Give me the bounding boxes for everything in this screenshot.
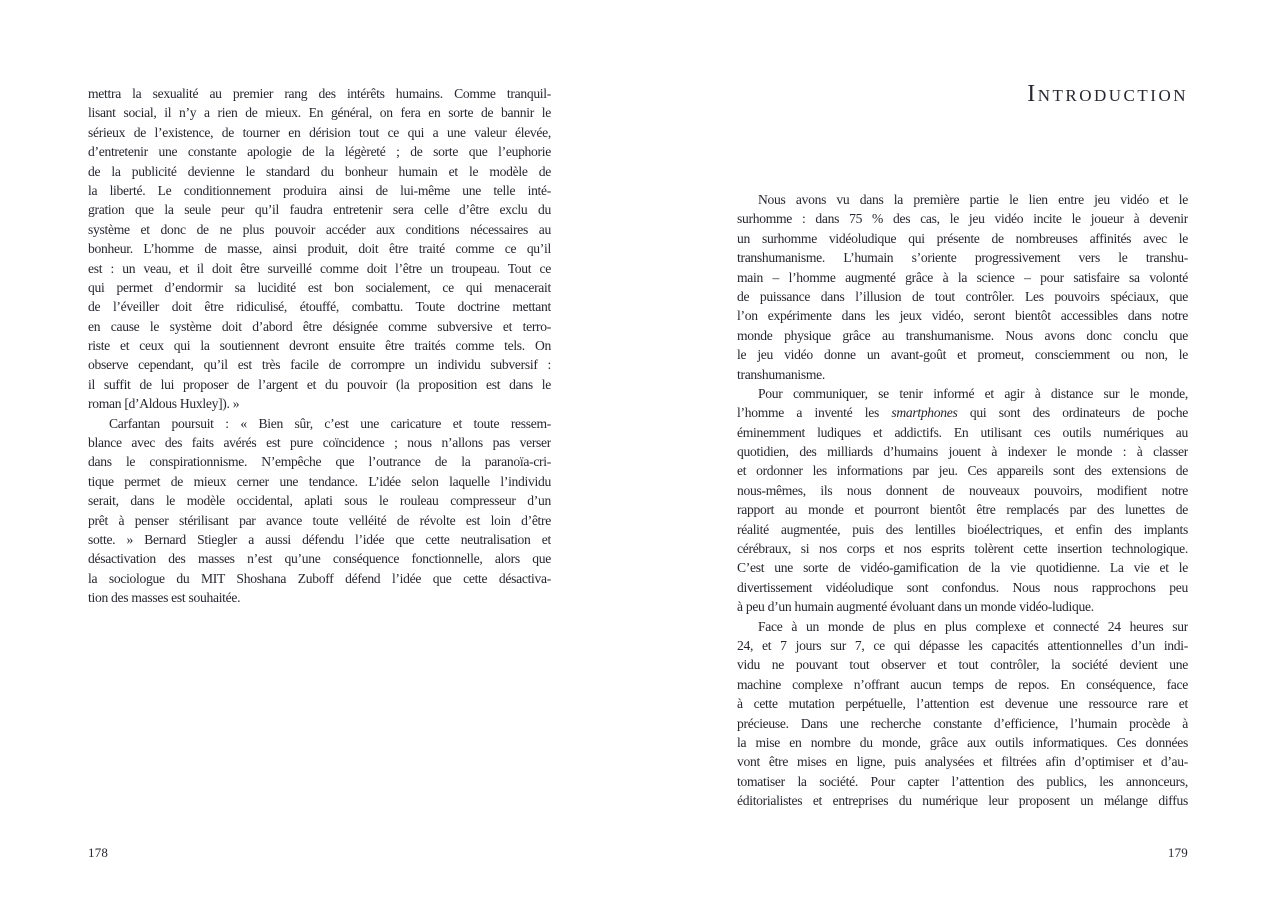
chapter-title: Introduction — [1027, 81, 1188, 107]
text-line: éditorialistes et entreprises du numérique leur proposent un mélange diffus — [737, 793, 1188, 809]
text-line: d’entretenir une constante apologie de la légèreté ; de sorte que l’euphorie — [88, 144, 551, 160]
text-line: mettra la sexualité au premier rang des intérêts humains. Comme tranquil- — [88, 86, 551, 101]
text-line: est : un veau, et il doit être surveillé comme doit l’être un troupeau. Tout ce — [88, 260, 551, 276]
text-line: serait, dans le modèle occidental, aplati sous le rouleau compresseur d’un — [88, 493, 551, 509]
text-line: surhomme : dans 75 % des cas, le jeu vidéo incite le joueur à devenir — [737, 211, 1188, 227]
text-line: à peu d’un humain augmenté évoluant dans un monde vidéo-ludique. — [737, 599, 1094, 615]
text-line: monde physique grâce au transhumanisme. Nous avons donc conclu que — [737, 327, 1188, 343]
text-line: la sociologue du MIT Shoshana Zuboff défend l’idée que cette désactiva- — [88, 570, 551, 586]
text-line: gration que la seule peur qu’il faudra entretenir sera celle d’être exclu du — [88, 202, 551, 218]
text-line: tique permet de mieux cerner une tendance. L’idée selon laquelle l’individu — [88, 473, 551, 489]
text-line: un surhomme vidéoludique qui présente de nombreuses affinités avec le — [737, 230, 1188, 246]
text-line: riste et ceux qui la soutiennent devront ensuite être traités comme tels. On — [88, 338, 551, 354]
text-line: système et donc de ne plus pouvoir accéder aux conditions nécessaires au — [88, 221, 551, 237]
text-line: la liberté. Le conditionnement produira ainsi de lui-même une telle inté- — [88, 182, 551, 198]
text-line: machine complexe n’offrant aucun temps de repos. En conséquence, face — [737, 676, 1188, 692]
text-line: nous-mêmes, ils nous donnent de nouveaux pouvoirs, modifient notre — [737, 482, 1188, 498]
text-line: à cette mutation perpétuelle, l’attention est devenue une ressource rare et — [737, 696, 1188, 712]
text-line: Carfantan poursuit : « Bien sûr, c’est une caricature et toute ressem- — [109, 415, 551, 431]
text-line: Pour communiquer, se tenir informé et agir à distance sur le monde, — [758, 385, 1188, 401]
text-line: qui permet d’endormir sa lucidité est bon socialement, ce qui menacerait — [88, 279, 551, 295]
text-line: Face à un monde de plus en plus complexe et connecté 24 heures sur — [758, 618, 1188, 634]
text-line: vidu ne pouvant tout observer et tout contrôler, la société devient une — [737, 657, 1188, 673]
text-line: Nous avons vu dans la première partie le lien entre jeu vidéo et le — [758, 192, 1188, 207]
left-page — [88, 0, 551, 912]
text-line: prêt à penser stérilisant par avance toute velléité de révolte est loin d’être — [88, 512, 551, 528]
text-line: main – l’homme augmenté grâce à la science – pour satisfaire sa volonté — [737, 269, 1188, 285]
text-line: et ordonner les informations par jeu. Ces appareils sont des extensions de — [737, 463, 1188, 479]
text-line: transhumanisme. L’humain s’oriente progressivement vers le transhu- — [737, 250, 1188, 266]
text-line: 24, et 7 jours sur 7, ce qui dépasse les capacités attentionnelles d’un indi- — [737, 637, 1188, 653]
text-line: de l’éveiller doit être ridiculisé, étouffé, combattu. Toute doctrine mettant — [88, 299, 551, 315]
text-line: de puissance dans l’illusion de tout contrôler. Les pouvoirs spéciaux, que — [737, 288, 1188, 304]
text-line: sérieux de l’existence, de tourner en dérision tout ce qui a une valeur élevée, — [88, 124, 551, 140]
text-line: il suffit de lui proposer de l’argent et du pouvoir (la proposition est dans le — [88, 376, 551, 392]
text-line: C’est une sorte de vidéo-gamification de la vie quotidienne. La vie et le — [737, 560, 1188, 576]
text-line: en cause le système doit d’abord être désignée comme subversive et terro- — [88, 318, 551, 334]
text-line: lisant social, il n’y a rien de mieux. En général, on fera en sorte de bannir le — [88, 105, 551, 121]
paragraph — [737, 617, 1188, 811]
text-line: rapport au monde et pourront bientôt être remplacés par des lunettes de — [737, 502, 1188, 518]
text-line: divertissement vidéoludique sont confondus. Nous nous rapprochons peu — [737, 579, 1188, 595]
text-line: le jeu vidéo donne un avant-goût et promeut, consciemment ou non, le — [737, 347, 1188, 363]
text-line: désactivation des masses n’est qu’une conséquence fonctionnelle, alors que — [88, 551, 551, 567]
text-line: observe cependant, qu’il est très facile de corrompre un individu subversif : — [88, 357, 551, 373]
text-line: vont être mises en ligne, puis analysées et filtrées afin d’optimiser et d’au- — [737, 754, 1188, 770]
text-line: l’homme a inventé les smartphones qui sont des ordinateurs de poche — [737, 405, 1188, 421]
paragraph — [88, 84, 551, 414]
page-number-left: 178 — [88, 845, 109, 860]
text-line: sotte. » Bernard Stiegler a aussi défendu l’idée que cette neutralisation et — [88, 531, 551, 547]
text-line: la mise en nombre du monde, grâce aux outils informatiques. Ces données — [737, 734, 1188, 750]
text-line: tomatiser la société. Pour capter l’attention des publics, les annonceurs, — [737, 773, 1188, 789]
text-line: cérébraux, si nos corps et nos esprits tolèrent cette insertion technologique. — [737, 541, 1188, 557]
text-line: bonheur. L’homme de masse, ainsi produit, doit être traité comme ce qu’il — [88, 241, 551, 257]
text-line: réalité augmentée, puis des lentilles bioélectriques, et enfin des implants — [737, 521, 1188, 537]
text-line: l’on expérimente dans les jeux vidéo, seront bientôt accessibles dans notre — [737, 308, 1188, 324]
text-line: transhumanisme. — [737, 366, 825, 382]
page-number-right: 179 — [1167, 845, 1188, 860]
text-line: quotidien, des milliards d’humains jouent à indexer le monde : à classer — [737, 444, 1188, 460]
text-line: de la publicité devienne le standard du bonheur humain et le modèle de — [88, 163, 551, 179]
text-line: dans le conspirationnisme. N’empêche que l’outrance de la paranoïa-cri- — [88, 454, 551, 470]
right-page — [737, 0, 1188, 912]
text-line: blance avec des faits avérés est pure coïncidence ; nous n’allons pas verser — [88, 435, 551, 451]
right-page-text — [737, 190, 1188, 811]
paragraph — [737, 384, 1188, 617]
text-line: précieuse. Dans une recherche constante d’efficience, l’humain procède à — [737, 715, 1188, 731]
text-line: roman [d’Aldous Huxley]). » — [88, 396, 240, 412]
paragraph — [88, 414, 551, 608]
text-line: éminemment ludiques et addictifs. En utilisant ces outils numériques au — [737, 424, 1188, 440]
text-line: tion des masses est souhaitée. — [88, 590, 241, 606]
left-page-text — [88, 84, 551, 608]
paragraph — [737, 190, 1188, 384]
